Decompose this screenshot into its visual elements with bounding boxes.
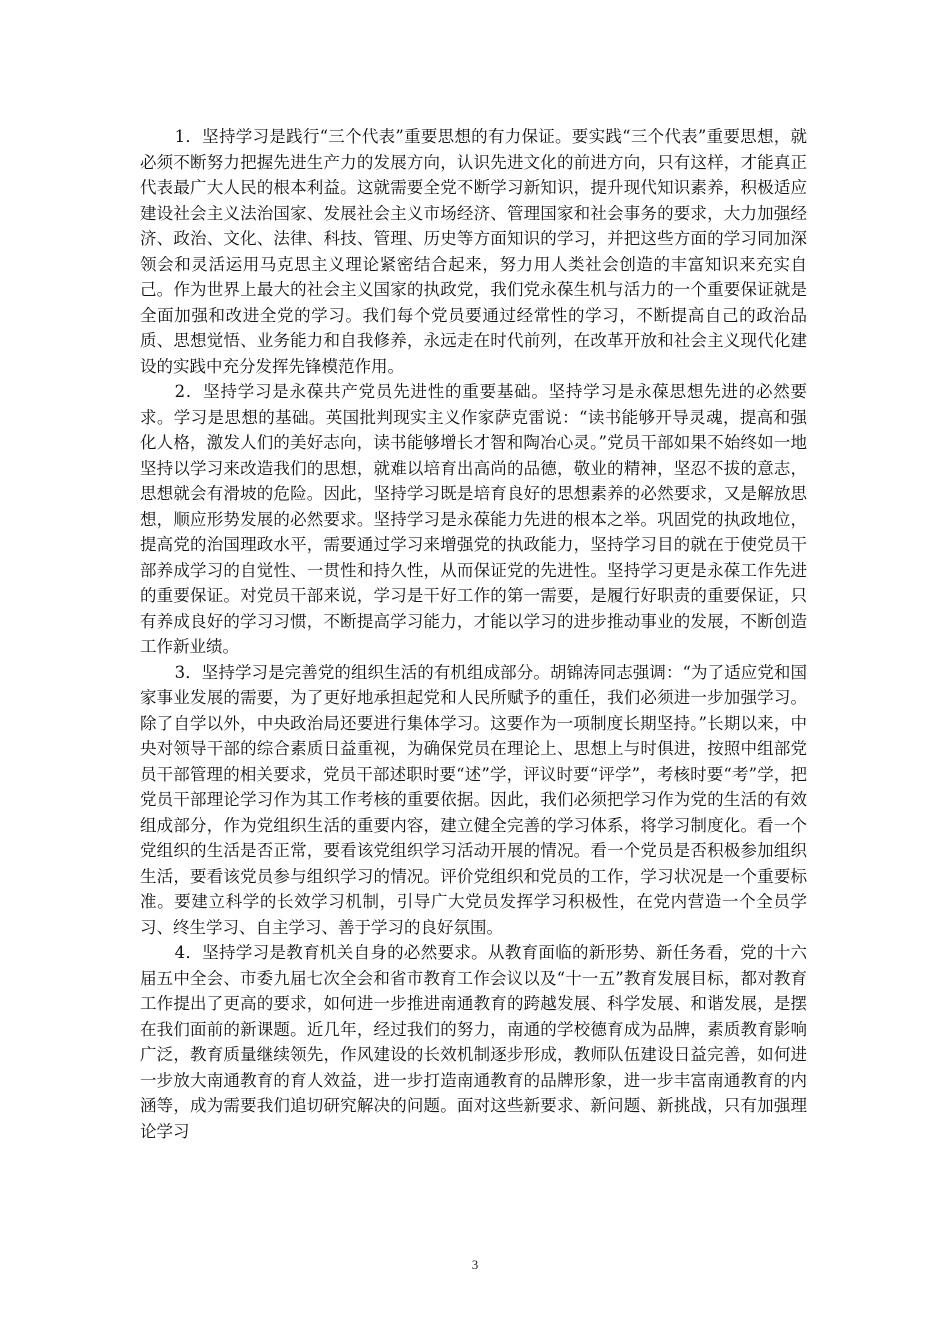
paragraph-4: 4．坚持学习是教育机关自身的必然要求。从教育面临的新形势、新任务看，党的十六届五中全会、市委九届七次全会和省市教育工作会议以及“十一五”教育发展目标，都对教育工作提出了更高的要求，如何进一步推进南通教育的跨越发展、科学发展、和谐发展，是摆在我们面前的新课题。近几年，经过我们的努力，南通的学校德育成为品牌，素质教育影响广泛，教育质量继续领先，作风建设的长效机制逐步形成，教师队伍建设日益完善，如何进一步放大南通教育的育人效益，进一步打造南通教育的品牌形象，进一步丰富南通教育的内涵等，成为需要我们追切研究解决的问题。面对这些新要求、新问题、新挑战，只有加强理论学习 bbox=[140, 943, 807, 1141]
document-body bbox=[140, 124, 807, 1144]
page-number: 3 bbox=[471, 1257, 479, 1272]
paragraph-3: 3．坚持学习是完善党的组织生活的有机组成部分。胡锦涛同志强调：“为了适应党和国家事业发展的需要，为了更好地承担起党和人民所赋予的重任，我们必须进一步加强学习。除了自学以外，中央政治局还要进行集体学习。这要作为一项制度长期坚持。”长期以来，中央对领导干部的综合素质日益重视，为确保党员在理论上、思想上与时俱进，按照中组部党员干部管理的相关要求，党员干部述职时要“述”学，评议时要“评学”，考核时要“考”学，把党员干部理论学习作为其工作考核的重要依据。因此，我们必须把学习作为党的生活的有效组成部分，作为党组织生活的重要内容，建立健全完善的学习体系，将学习制度化。看一个党组织的生活是否正常，要看该党组织学习活动开展的情况。看一个党员是否积极参加组织生活，要看该党员参与组织学习的情况。评价党组织和党员的工作，学习状况是一个重要标准。要建立科学的长效学习机制，引导广大党员发挥学习积极性，在党内营造一个全员学习、终生学习、自主学习、善于学习的良好氛围。 bbox=[140, 662, 807, 937]
paragraph-2: 2．坚持学习是永葆共产党员先进性的重要基础。坚持学习是永葆思想先进的必然要求。学习是思想的基础。英国批判现实主义作家萨克雷说：“读书能够开导灵魂，提高和强化人格，激发人们的美好志向，读书能够增长才智和陶冶心灵。”党员干部如果不始终如一地坚持以学习来改造我们的思想，就难以培育出高尚的品德，敬业的精神，坚忍不拔的意志，思想就会有滑坡的危险。因此，坚持学习既是培育良好的思想素养的必然要求，又是解放思想，顺应形势发展的必然要求。坚持学习是永葆能力先进的根本之举。巩固党的执政地位，提高党的治国理政水平，需要通过学习来增强党的执政能力，坚持学习目的就在于使党员干部养成学习的自觉性、一贯性和持久性，从而保证党的先进性。坚持学习更是永葆工作先进的重要保证。对党员干部来说，学习是干好工作的第一需要，是履行好职责的重要保证，只有养成良好的学习习惯，不断提高学习能力，才能以学习的进步推动事业的发展，不断创造工作新业绩。 bbox=[140, 382, 807, 656]
paragraph-1: 1．坚持学习是践行“三个代表”重要思想的有力保证。要实践“三个代表”重要思想，就必须不断努力把握先进生产力的发展方向，认识先进文化的前进方向，只有这样，才能真正代表最广大人民的根本利益。这就需要全党不断学习新知识，提升现代知识素养，积极适应建设社会主义法治国家、发展社会主义市场经济、管理国家和社会事务的要求，大力加强经济、政治、文化、法律、科技、管理、历史等方面知识的学习，并把这些方面的学习同加深领会和灵活运用马克思主义理论紧密结合起来，努力用人类社会创造的丰富知识来充实自己。作为世界上最大的社会主义国家的执政党，我们党永葆生机与活力的一个重要保证就是全面加强和改进全党的学习。我们每个党员要通过经常性的学习，不断提高自己的政治品质、思想觉悟、业务能力和自我修养，永远走在时代前列，在改革开放和社会主义现代化建设的实践中充分发挥先锋模范作用。 bbox=[140, 127, 807, 376]
